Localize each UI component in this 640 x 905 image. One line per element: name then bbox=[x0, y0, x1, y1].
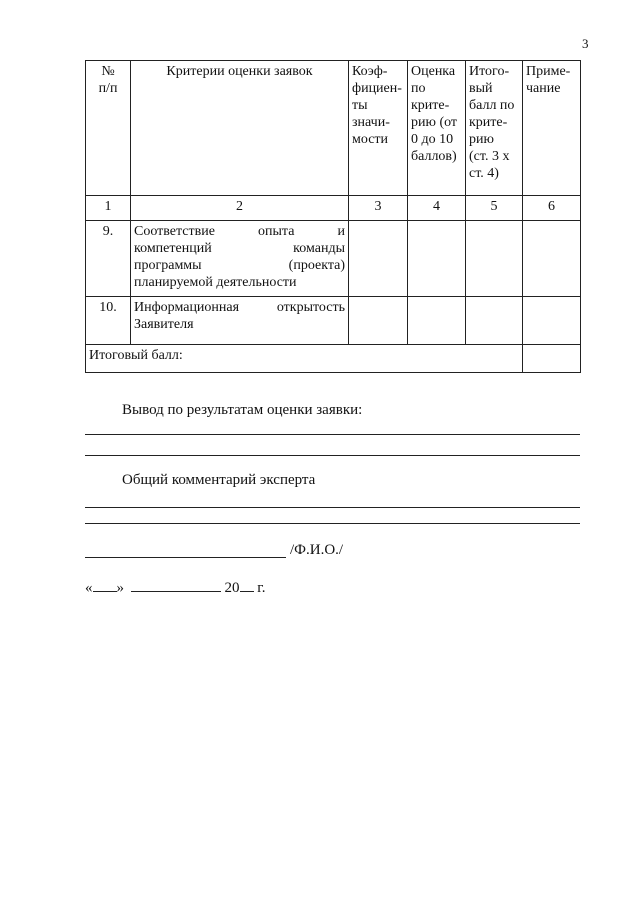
conclusion-line[interactable] bbox=[85, 455, 580, 456]
conclusion-label: Вывод по результатам оценки заявки: bbox=[122, 402, 363, 418]
criterion-cell bbox=[131, 297, 349, 345]
header-score bbox=[408, 61, 466, 196]
header-score-line: Оценка bbox=[411, 64, 456, 79]
header-note-line: чание bbox=[526, 81, 561, 96]
month-blank[interactable] bbox=[131, 578, 221, 592]
close-quote: » bbox=[116, 580, 124, 596]
header-total-line: крите- bbox=[469, 115, 508, 130]
total-score-cell[interactable] bbox=[466, 297, 523, 345]
score-cell[interactable] bbox=[408, 297, 466, 345]
header-total-line: ст. 4) bbox=[469, 166, 499, 181]
criterion-line: планируемой деятельности bbox=[134, 275, 297, 290]
header-total-score bbox=[466, 61, 523, 196]
header-number-line: п/п bbox=[98, 81, 118, 96]
header-coefficient-line: ты bbox=[352, 98, 368, 113]
conclusion-line[interactable] bbox=[85, 434, 580, 435]
header-criteria bbox=[131, 61, 349, 196]
table-row bbox=[86, 221, 581, 297]
header-total-line: вый bbox=[469, 81, 493, 96]
criterion-line: Заявителя bbox=[134, 317, 194, 332]
fio-label: /Ф.И.О./ bbox=[290, 542, 344, 558]
index-cell: 1 bbox=[86, 196, 131, 221]
header-note-line: Приме- bbox=[526, 64, 571, 79]
note-cell[interactable] bbox=[523, 297, 581, 345]
index-cell: 2 bbox=[131, 196, 349, 221]
header-total-line: рию bbox=[469, 132, 494, 147]
header-coefficient-line: значи- bbox=[352, 115, 390, 130]
header-score-line: 0 до 10 bbox=[411, 132, 454, 147]
header-score-line: по bbox=[411, 81, 426, 96]
index-cell: 6 bbox=[523, 196, 581, 221]
header-score-line: крите- bbox=[411, 98, 450, 113]
index-cell: 5 bbox=[466, 196, 523, 221]
year-prefix: 20 bbox=[224, 580, 240, 596]
row-number: 9. bbox=[86, 221, 131, 297]
comment-label: Общий комментарий эксперта bbox=[122, 472, 316, 488]
comment-line[interactable] bbox=[85, 523, 580, 524]
total-score-cell[interactable] bbox=[466, 221, 523, 297]
open-quote: « bbox=[85, 580, 93, 596]
signature-line[interactable] bbox=[85, 557, 286, 558]
criterion-cell bbox=[131, 221, 349, 297]
header-number bbox=[86, 61, 131, 196]
column-index-row bbox=[86, 196, 581, 221]
table-header-row bbox=[86, 61, 581, 196]
total-value-cell[interactable] bbox=[523, 345, 581, 373]
header-score-line: баллов) bbox=[411, 149, 457, 164]
total-label: Итоговый балл: bbox=[86, 345, 523, 373]
criterion-line: Информационная открытость bbox=[134, 300, 345, 315]
year-blank[interactable] bbox=[240, 578, 254, 592]
header-criteria-line: Критерии оценки заявок bbox=[166, 64, 313, 79]
header-total-line: балл по bbox=[469, 98, 515, 113]
header-number-line: № bbox=[101, 64, 115, 79]
total-row bbox=[86, 345, 581, 373]
header-coefficient-line: Коэф- bbox=[352, 64, 388, 79]
year-suffix: г. bbox=[257, 580, 266, 596]
criterion-line: программы (проекта) bbox=[134, 258, 345, 273]
row-number: 10. bbox=[86, 297, 131, 345]
header-coefficient-line: фициен- bbox=[352, 81, 402, 96]
note-cell[interactable] bbox=[523, 221, 581, 297]
comment-line[interactable] bbox=[85, 507, 580, 508]
header-total-line: (ст. 3 х bbox=[469, 149, 510, 164]
header-note bbox=[523, 61, 581, 196]
page-number: 3 bbox=[582, 36, 589, 51]
coefficient-cell[interactable] bbox=[349, 221, 408, 297]
header-score-line: рию (от bbox=[411, 115, 458, 130]
evaluation-table bbox=[85, 60, 581, 373]
header-total-line: Итого- bbox=[469, 64, 510, 79]
criterion-line: Соответствие опыта и bbox=[134, 224, 345, 239]
header-coefficient-line: мости bbox=[352, 132, 389, 147]
header-coefficient bbox=[349, 61, 408, 196]
date-line bbox=[85, 578, 265, 597]
index-cell: 3 bbox=[349, 196, 408, 221]
criterion-line: компетенций команды bbox=[134, 241, 345, 256]
score-cell[interactable] bbox=[408, 221, 466, 297]
index-cell: 4 bbox=[408, 196, 466, 221]
coefficient-cell[interactable] bbox=[349, 297, 408, 345]
table-row bbox=[86, 297, 581, 345]
day-blank[interactable] bbox=[93, 578, 117, 592]
